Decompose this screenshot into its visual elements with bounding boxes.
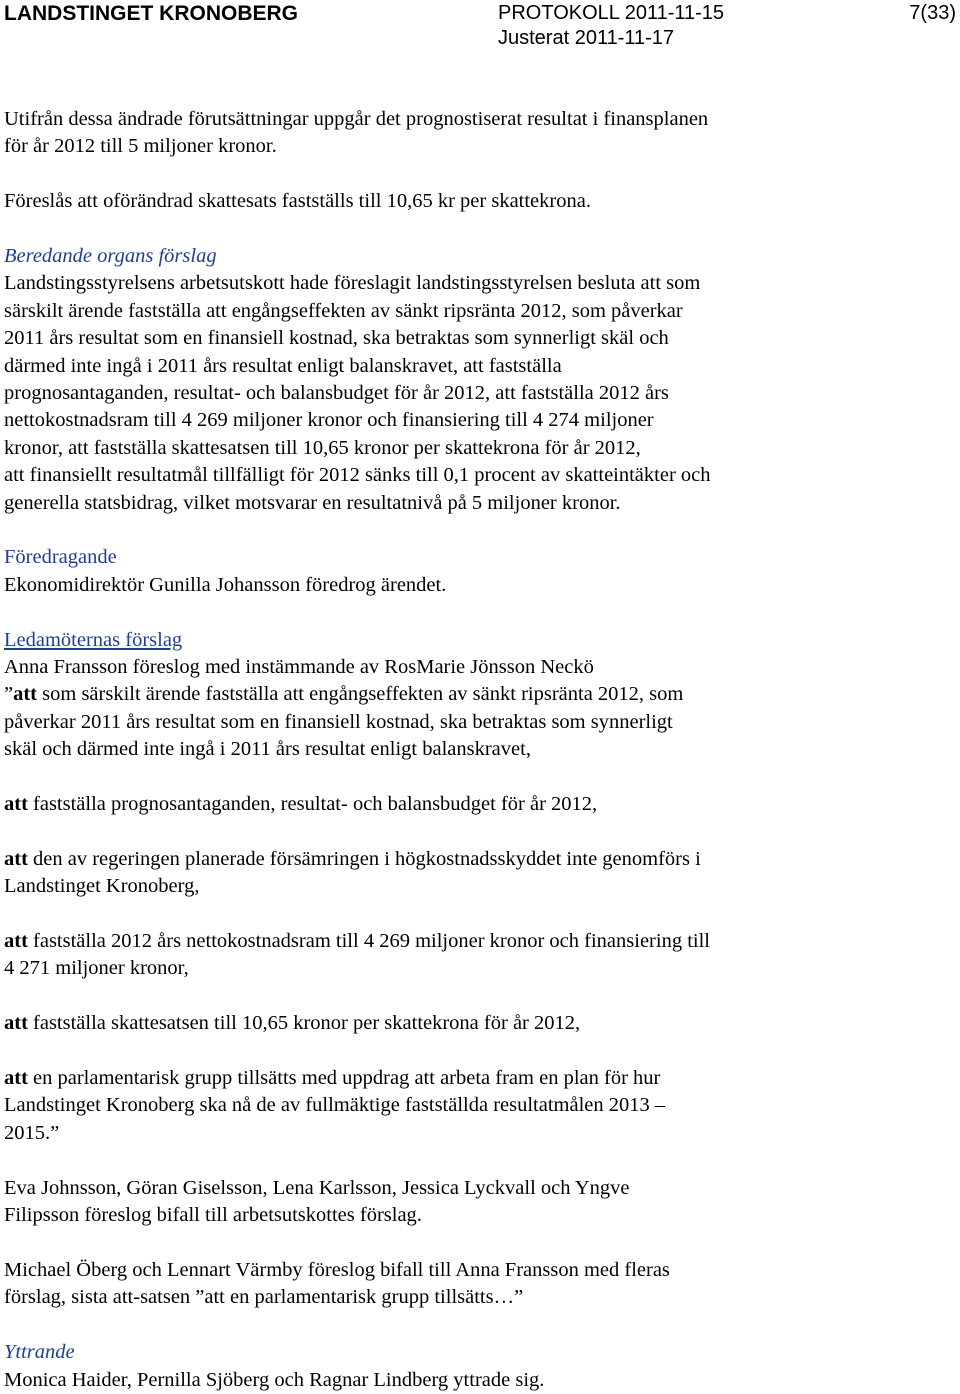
paragraph-line: Filipsson föreslog bifall till arbetsutskottes förslag. [4,1204,422,1227]
att-keyword: att [4,1012,28,1035]
att-keyword: att [4,1067,28,1090]
open-quote: ” [4,683,14,706]
section-heading-ledamoter: Ledamöternas förslag [4,628,183,651]
paragraph-line: särskilt ärende fastställa att engångseffekten av sänkt ripsränta 2012, som påverkar [4,299,683,322]
paragraph-line: att finansiellt resultatmål tillfälligt för 2012 sänks till 0,1 procent av skatteintäkter och [4,464,711,487]
paragraph-line: Monica Haider, Pernilla Sjöberg och Ragnar Lindberg yttrade sig. [4,1368,545,1391]
paragraph-line: Landstinget Kronoberg, [4,875,200,898]
att-keyword: att [13,683,38,706]
att-keyword: att [4,793,28,816]
page-number: 7(33) [909,2,956,24]
paragraph-line: Utifrån dessa ändrade förutsättningar uppgår det prognostiserat resultat i finansplanen [4,108,709,130]
paragraph-line: påverkar 2011 års resultat som en finansiell kostnad, ska betraktas som synnerligt [4,710,673,733]
paragraph-line: generella statsbidrag, vilket motsvarar en resultatnivå på 5 miljoner kronor. [4,491,621,514]
adjusted-date: Justerat 2011-11-17 [498,27,675,49]
paragraph-line: Landstinget Kronoberg ska nå de av fullmäktige fastställda resultatmålen 2013 – [4,1094,666,1117]
att-clause-5: att fastställa skattesatsen till 10,65 kronor per skattekrona för år 2012, [4,1012,581,1035]
organization-name: LANDSTINGET KRONOBERG [4,2,298,25]
section-heading-foredragande: Föredragande [4,546,117,569]
section-heading-yttrande: Yttrande [4,1341,75,1364]
paragraph-line: förslag, sista att-satsen ”att en parlamentarisk grupp tillsätts…” [4,1286,524,1309]
paragraph-line: 4 271 miljoner kronor, [4,957,189,980]
paragraph-line: Föreslås att oförändrad skattesats fastställs till 10,65 kr per skattekrona. [4,190,591,213]
paragraph-line: nettokostnadsram till 4 269 miljoner kronor och finansiering till 4 274 miljoner [4,409,654,432]
paragraph-line: Eva Johnsson, Göran Giselsson, Lena Karlsson, Jessica Lyckvall och Yngve [4,1176,630,1199]
att-clause-6: att en parlamentarisk grupp tillsätts med uppdrag att arbeta fram en plan för hur [4,1067,661,1090]
paragraph-line: prognosantaganden, resultat- och balansbudget för år 2012, att fastställa 2012 års [4,382,669,405]
paragraph-line: för år 2012 till 5 miljoner kronor. [4,135,277,158]
att-keyword: att [4,847,28,870]
page-header [0,0,960,60]
paragraph-line: Anna Fransson föreslog med instämmande av RosMarie Jönsson Neckö [4,656,594,679]
paragraph-line: skäl och därmed inte ingå i 2011 års resultat enligt balanskravet, [4,738,531,761]
document-body [4,106,954,1394]
paragraph-line: 2011 års resultat som en finansiell kostnad, ska betraktas som synnerligt skäl och [4,327,669,350]
paragraph-line: 2015.” [4,1121,60,1144]
att-clause-2: att fastställa prognosantaganden, resultat- och balansbudget för år 2012, [4,793,598,816]
att-clause-4: att fastställa 2012 års nettokostnadsram till 4 269 miljoner kronor och finansiering till [4,930,710,953]
paragraph-line: Landstingsstyrelsens arbetsutskott hade föreslagit landstingsstyrelsen besluta att som [4,272,701,295]
att-clause-3: att den av regeringen planerade försämringen i högkostnadsskyddet inte genomförs i [4,847,701,870]
paragraph-line: Ekonomidirektör Gunilla Johansson föredrog ärendet. [4,573,447,596]
section-heading-beredande: Beredande organs förslag [4,245,217,267]
att-clause-1: ”att som särskilt ärende fastställa att engångseffekten av sänkt ripsränta 2012, som [4,683,684,706]
paragraph-line: därmed inte ingå i 2011 års resultat enligt balanskravet, att fastställa [4,354,562,377]
att-keyword: att [4,930,28,953]
paragraph-line: Michael Öberg och Lennart Värmby föreslog bifall till Anna Fransson med fleras [4,1258,670,1281]
paragraph-line: kronor, att fastställa skattesatsen till 10,65 kronor per skattekrona för år 2012, [4,436,641,459]
protocol-date: PROTOKOLL 2011-11-15 [498,2,725,24]
